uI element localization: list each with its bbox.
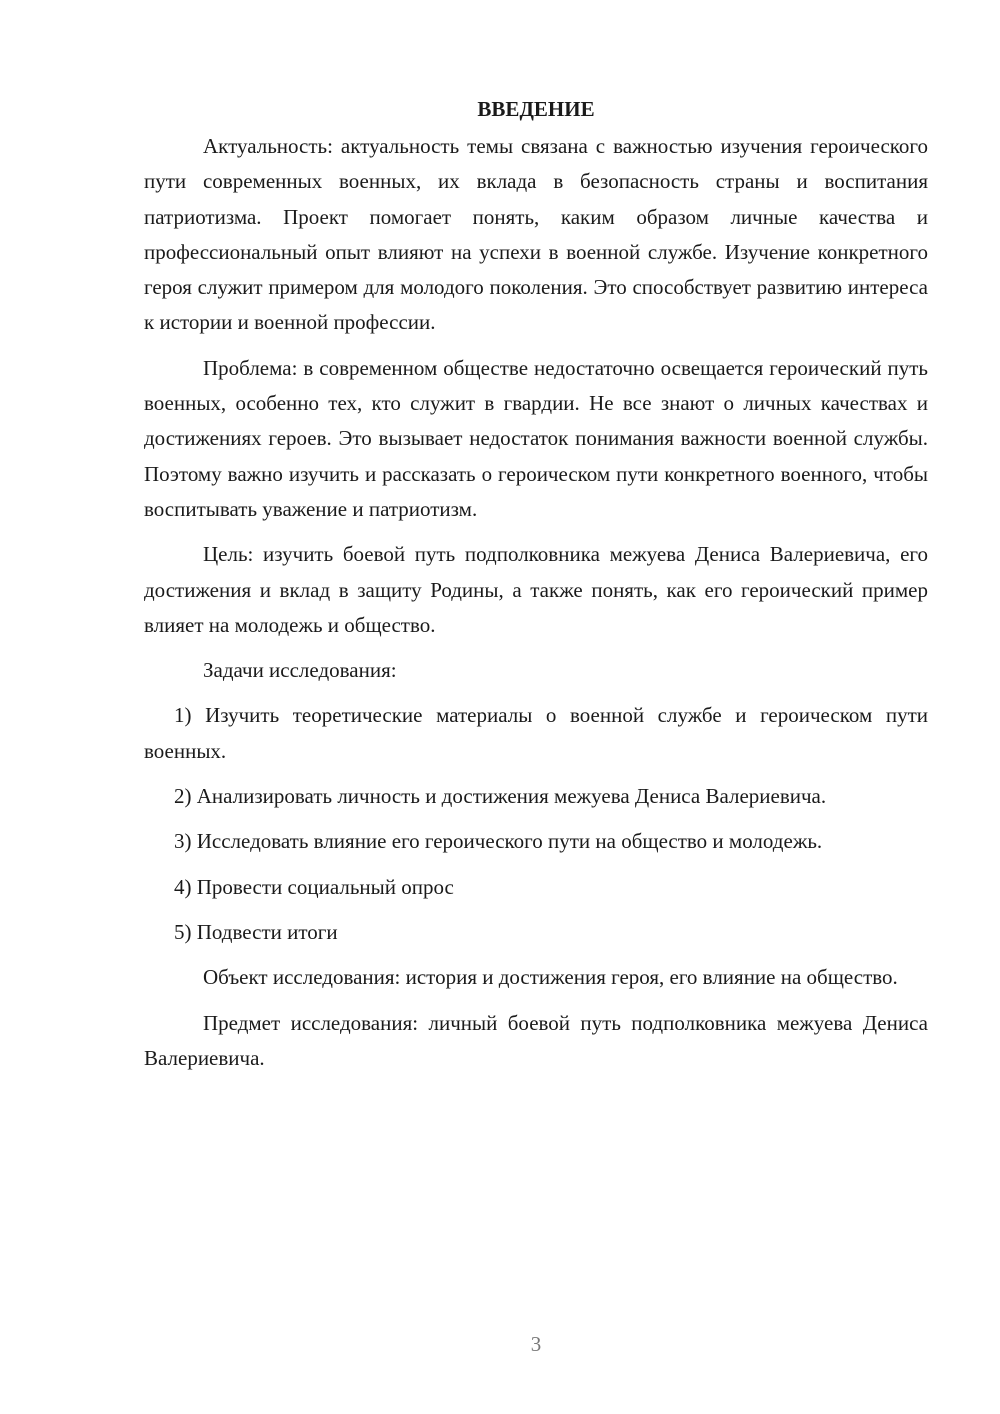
task-item: 4) Провести социальный опрос (174, 874, 454, 899)
relevance-paragraph: Актуальность: актуальность темы связана с важностью изучения героического пути современных военных, их вклада в безопасность страны и воспитания патриотизма. Проект помогает понять, каким образом личные качества и профессиональный опыт влияют на успехи в военной службе. Изучение конкретного героя служит примером для молодого поколения. Это способствует развитию интереса к истории и военной профессии. (144, 134, 928, 335)
goal-paragraph: Цель: изучить боевой путь подполковника межуева Дениса Валериевича, его достижения и вклад в защиту Родины, а также понять, как его героический пример влияет на молодежь и общество. (144, 542, 928, 637)
object-paragraph: Объект исследования: история и достижения героя, его влияние на общество. (203, 965, 898, 990)
task-item: 2) Анализировать личность и достижения межуева Дениса Валериевича. (174, 784, 827, 809)
page-number: 3 (530, 1332, 542, 1356)
subject-paragraph: Предмет исследования: личный боевой путь подполковника межуева Дениса Валериевича. (144, 1010, 928, 1070)
tasks-heading: Задачи исследования: (203, 658, 397, 683)
task-item: 1) Изучить теоретические материалы о военной службе и героическом пути военных. (144, 703, 928, 763)
task-item: 5) Подвести итоги (174, 919, 338, 944)
problem-paragraph: Проблема: в современном обществе недостаточно освещается героический путь военных, особенно тех, кто служит в гвардии. Не все знают о личных качествах и достижениях героев. Это вызывает недостаток понимания важности военной службы. Поэтому важно изучить и рассказать о героическом пути конкретного военного, чтобы воспитывать уважение и патриотизм. (144, 355, 928, 521)
section-heading: ВВЕДЕНИЕ (477, 97, 595, 121)
document-page (144, 92, 928, 1086)
task-item: 3) Исследовать влияние его героического пути на общество и молодежь. (174, 829, 823, 854)
